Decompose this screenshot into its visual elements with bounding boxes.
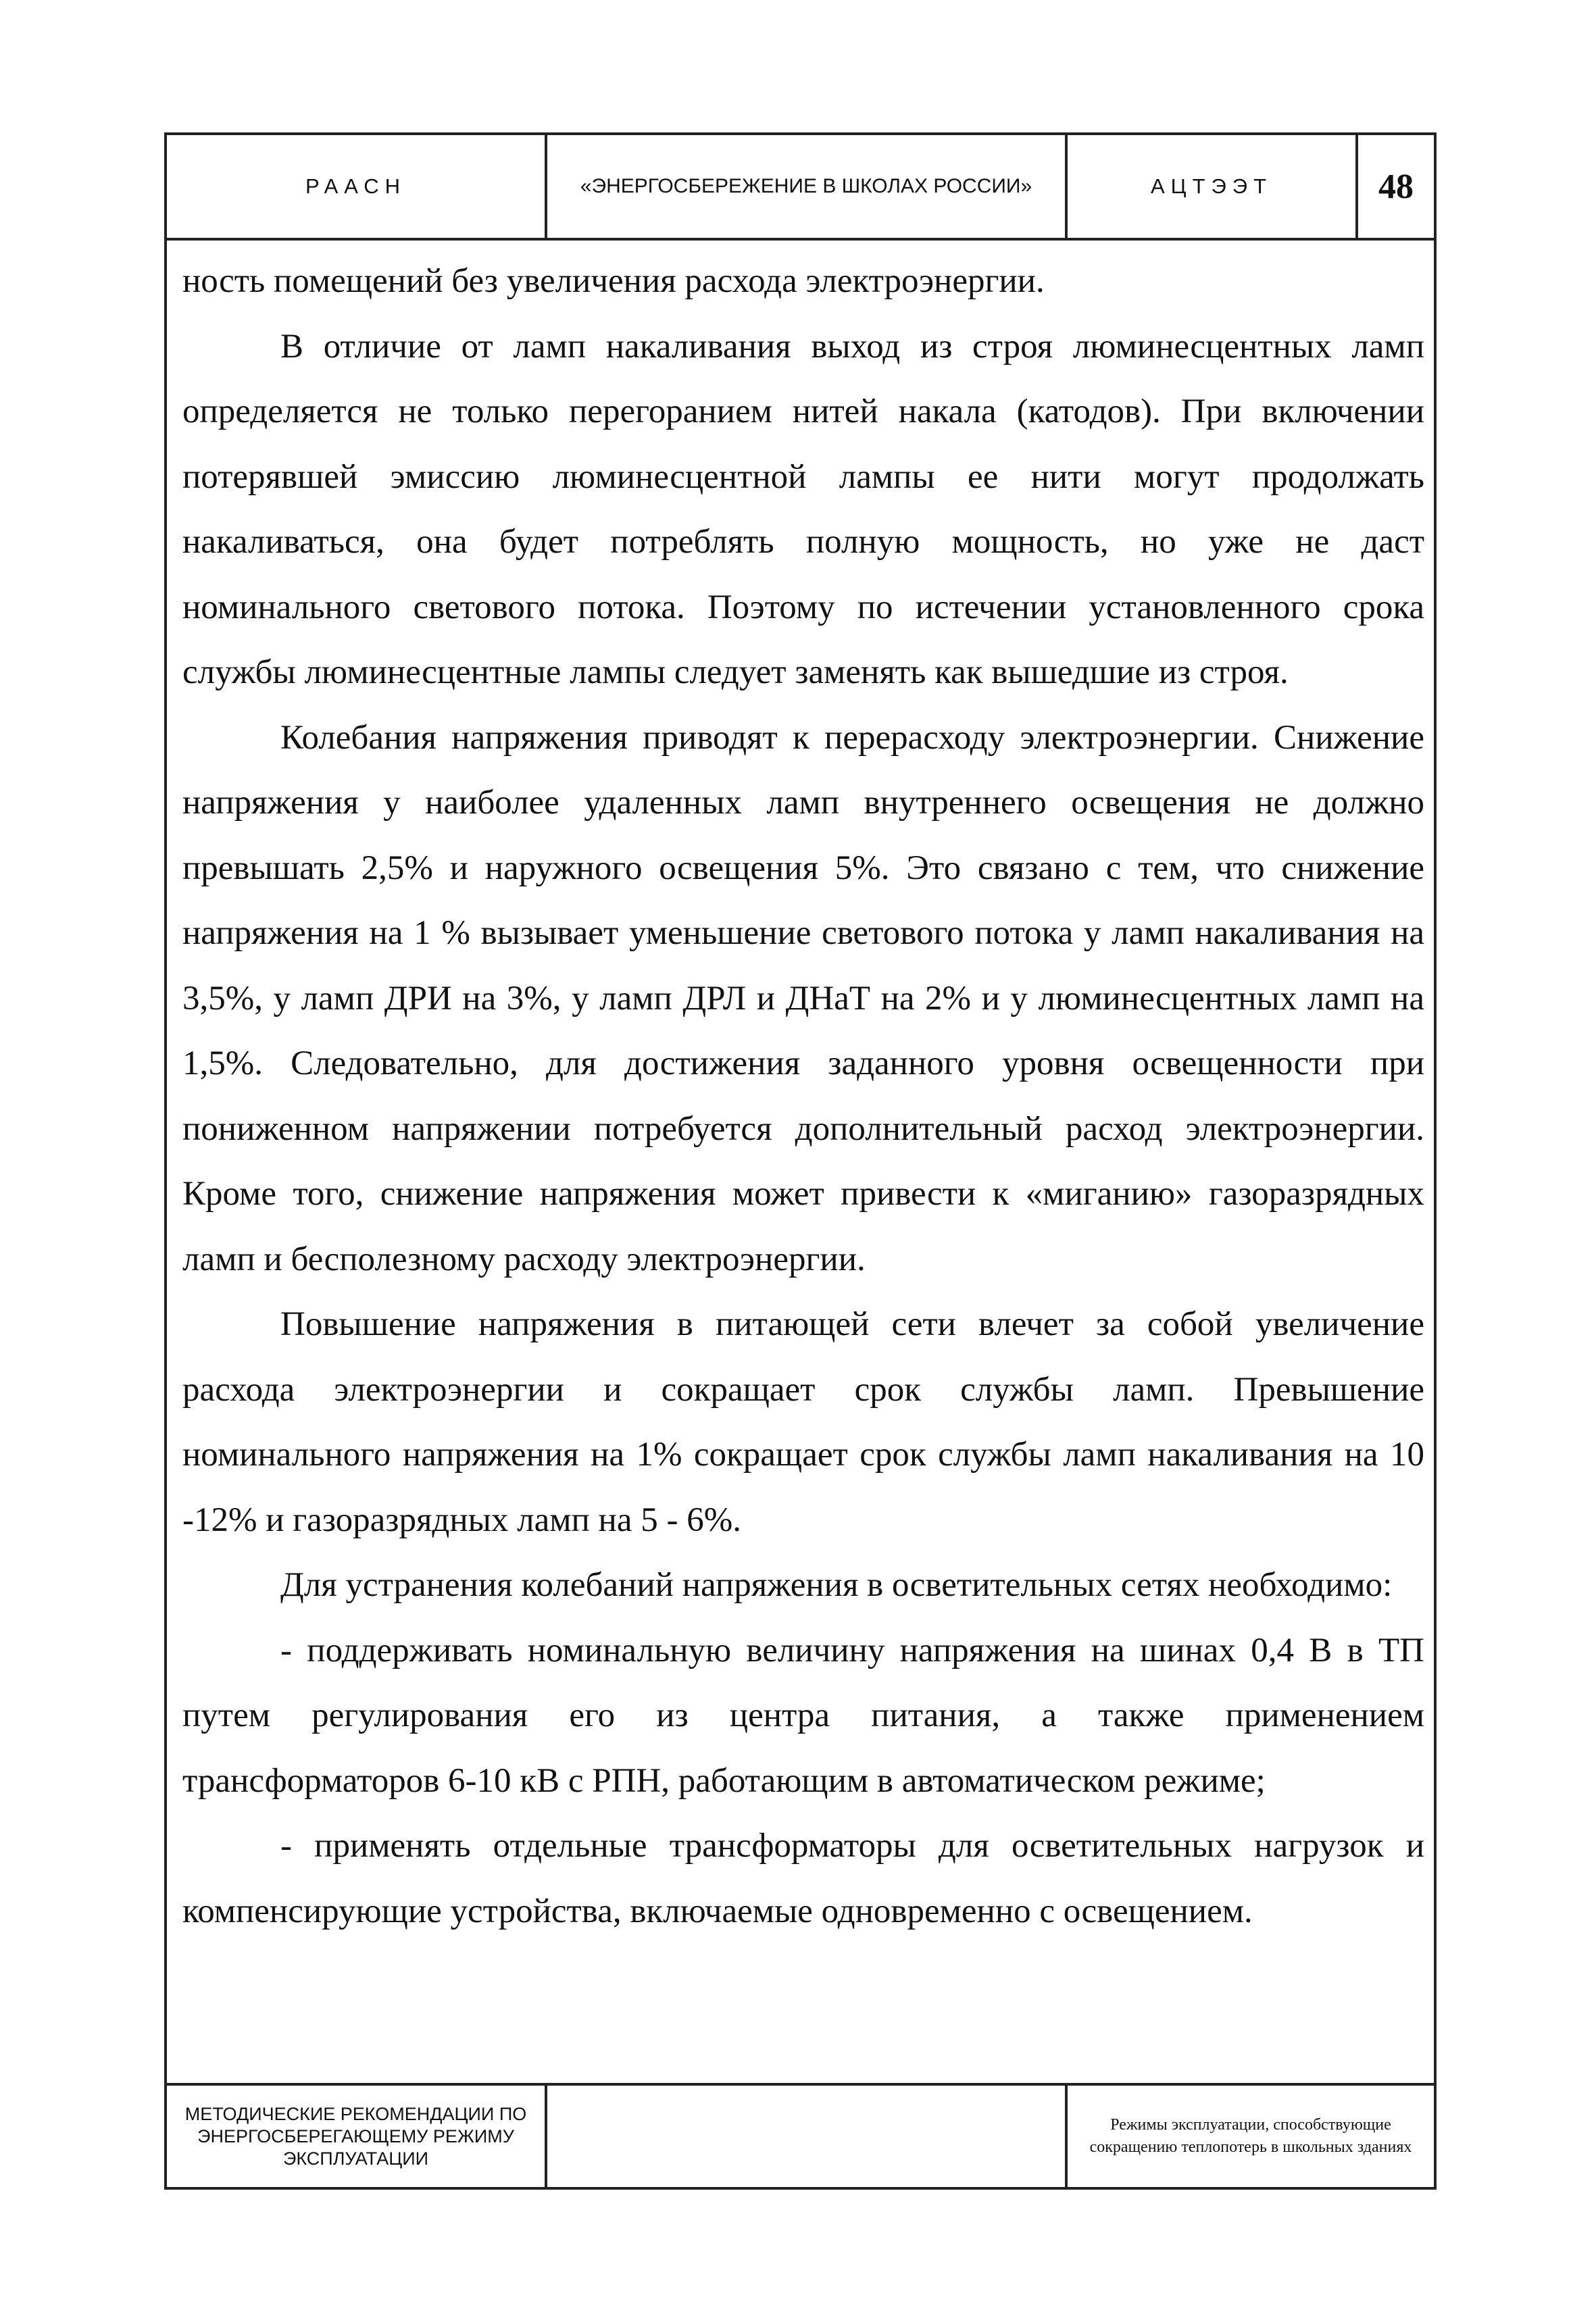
page-number: 48 [1378, 167, 1414, 206]
body-text [182, 249, 1424, 1944]
footer-doc-title: МЕТОДИЧЕСКИЕ РЕКОМЕНДАЦИИ ПО ЭНЕРГОСБЕРЕГАЮЩЕМУ РЕЖИМУ ЭКСПЛУАТАЦИИ [167, 2086, 547, 2187]
header-org-left: РААСН [167, 135, 547, 238]
list-item: - применять отдельные трансформаторы для осветительных нагрузок и компенсирующие устройства, включаемые одновременно с освещением. [182, 1827, 1424, 1930]
header-org-right: АЦТЭЭТ [1068, 135, 1358, 238]
paragraph: В отличие от ламп накаливания выход из строя люминесцентных ламп определяется не только перегоранием нитей накала (катодов). При включении потерявшей эмиссию люминесцентной лампы ее нити могут продолжать накаливаться, она будет потреблять полную мощность, но уже не даст номинального светового потока. Поэтому по истечении установленного срока службы люминесцентные лампы следует заменять как вышедшие из строя. [182, 327, 1424, 691]
paragraph: Для устранения колебаний напряжения в осветительных сетях необходимо: [280, 1566, 1393, 1604]
paragraph: Колебания напряжения приводят к перерасходу электроэнергии. Снижение напряжения у наиболее удаленных ламп внутреннего освещения не должно превышать 2,5% и наружного освещения 5%. Это связано с тем, что снижение напряжения на 1 % вызывает уменьшение светового потока у ламп накаливания на 3,5%, у ламп ДРИ на 3%, у ламп ДРЛ и ДНаТ на 2% и у люминесцентных ламп на 1,5%. Следовательно, для достижения заданного уровня освещенности при пониженном напряжении потребуется дополнительный расход электроэнергии. Кроме того, снижение напряжения может привести к «миганию» газоразрядных ламп и бесполезному расходу электроэнергии. [182, 718, 1424, 1278]
page-header [164, 132, 1437, 241]
list-item: - поддерживать номинальную величину напряжения на шинах 0,4 В в ТП путем регулирования его из центра питания, а также применением трансформаторов 6-10 кВ с РПН, работающим в автоматическом режиме; [182, 1631, 1424, 1800]
header-title: «ЭНЕРГОСБЕРЕЖЕНИЕ В ШКОЛАХ РОССИИ» [547, 135, 1068, 238]
paragraph: Повышение напряжения в питающей сети влечет за собой увеличение расхода электроэнергии и сокращает срок службы ламп. Превышение номинального напряжения на 1% сокращает срок службы ламп накаливания на 10 -12% и газоразрядных ламп на 5 - 6%. [182, 1305, 1424, 1539]
footer-section-title: Режимы эксплуатации, способствующие сокращению теплопотерь в школьных зданиях [1089, 2116, 1412, 2156]
page-footer [164, 2083, 1437, 2190]
footer-middle [547, 2086, 1068, 2187]
paragraph-continuation: ность помещений без увеличения расхода электроэнергии. [182, 262, 1045, 300]
